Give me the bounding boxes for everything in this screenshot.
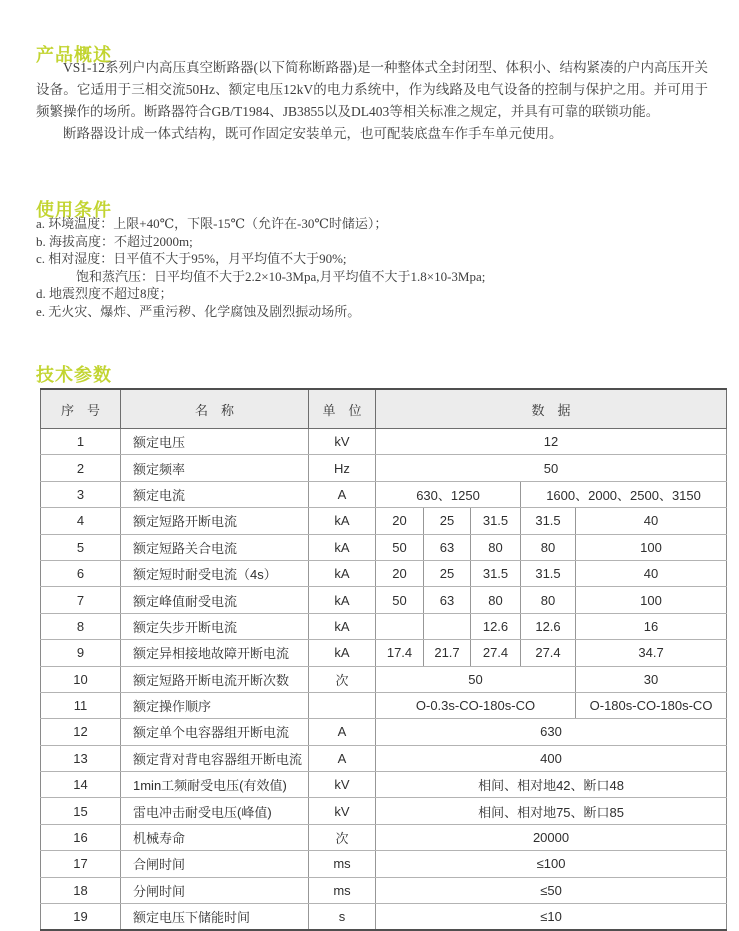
spec-no: 17	[41, 851, 121, 877]
spec-no: 16	[41, 824, 121, 850]
spec-value: 16	[576, 613, 727, 639]
table-row	[41, 692, 727, 718]
spec-value: 20	[376, 560, 424, 586]
spec-unit: 次	[309, 824, 376, 850]
spec-name: 额定电压下储能时间	[121, 904, 309, 931]
spec-value: 31.5	[521, 508, 576, 534]
spec-unit: ms	[309, 877, 376, 903]
spec-value: 80	[471, 587, 521, 613]
spec-value: 63	[424, 587, 471, 613]
spec-name: 额定电压	[121, 429, 309, 455]
spec-no: 6	[41, 560, 121, 586]
table-row	[41, 904, 727, 931]
spec-value: 30	[576, 666, 727, 692]
spec-no: 11	[41, 692, 121, 718]
spec-unit: kA	[309, 613, 376, 639]
spec-value: 80	[521, 587, 576, 613]
table-row	[41, 613, 727, 639]
table-row	[41, 798, 727, 824]
table-row	[41, 534, 727, 560]
spec-no: 13	[41, 745, 121, 771]
spec-unit: kA	[309, 534, 376, 560]
section-title-technical-parameters: 技术参数	[36, 364, 112, 385]
spec-value: O-180s-CO-180s-CO	[576, 692, 727, 718]
spec-value: 630	[376, 719, 727, 745]
spec-name: 额定短路关合电流	[121, 534, 309, 560]
header-unit: 单 位	[309, 389, 376, 429]
section-title-product-overview: 产品概述	[36, 44, 112, 65]
spec-unit: A	[309, 745, 376, 771]
spec-value: 100	[576, 587, 727, 613]
spec-no: 12	[41, 719, 121, 745]
table-row	[41, 455, 727, 481]
spec-no: 2	[41, 455, 121, 481]
spec-no: 9	[41, 640, 121, 666]
spec-value: 100	[576, 534, 727, 560]
spec-value: 50	[376, 587, 424, 613]
spec-value: 12	[376, 429, 727, 455]
spec-no: 10	[41, 666, 121, 692]
spec-name: 1min工频耐受电压(有效值)	[121, 772, 309, 798]
table-row	[41, 560, 727, 586]
spec-no: 7	[41, 587, 121, 613]
spec-unit: Hz	[309, 455, 376, 481]
spec-unit: ms	[309, 851, 376, 877]
spec-no: 19	[41, 904, 121, 931]
spec-value: 50	[376, 534, 424, 560]
spec-unit: kV	[309, 429, 376, 455]
table-row	[41, 745, 727, 771]
spec-name: 额定短路开断电流开断次数	[121, 666, 309, 692]
spec-value	[376, 613, 424, 639]
spec-value: 80	[521, 534, 576, 560]
spec-no: 3	[41, 481, 121, 507]
spec-unit: s	[309, 904, 376, 931]
product-overview-text	[36, 57, 708, 145]
spec-value: ≤50	[376, 877, 727, 903]
spec-name: 额定背对背电容器组开断电流	[121, 745, 309, 771]
spec-value: 相间、相对地42、断口48	[376, 772, 727, 798]
spec-unit: A	[309, 719, 376, 745]
spec-name: 合闸时间	[121, 851, 309, 877]
spec-unit: kA	[309, 587, 376, 613]
spec-value: 31.5	[471, 560, 521, 586]
condition-item-e: e. 无火灾、爆炸、严重污秽、化学腐蚀及剧烈振动场所。	[36, 303, 361, 319]
spec-value: 27.4	[521, 640, 576, 666]
spec-value: 12.6	[521, 613, 576, 639]
spec-value: 40	[576, 560, 727, 586]
table-row	[41, 481, 727, 507]
header-name: 名 称	[121, 389, 309, 429]
spec-value: 17.4	[376, 640, 424, 666]
table-row	[41, 508, 727, 534]
spec-value: 630、1250	[376, 481, 521, 507]
spec-name: 额定短时耐受电流（4s）	[121, 560, 309, 586]
spec-name: 额定频率	[121, 455, 309, 481]
spec-value: 1600、2000、2500、3150	[521, 481, 727, 507]
spec-name: 机械寿命	[121, 824, 309, 850]
spec-no: 5	[41, 534, 121, 560]
spec-value: 20	[376, 508, 424, 534]
spec-unit: kV	[309, 772, 376, 798]
spec-value: 12.6	[471, 613, 521, 639]
spec-name: 额定失步开断电流	[121, 613, 309, 639]
table-row	[41, 851, 727, 877]
spec-unit: kA	[309, 508, 376, 534]
spec-name: 雷电冲击耐受电压(峰值)	[121, 798, 309, 824]
spec-value: 25	[424, 560, 471, 586]
table-row	[41, 666, 727, 692]
table-row	[41, 640, 727, 666]
spec-name: 额定单个电容器组开断电流	[121, 719, 309, 745]
overview-paragraph-1: VS1-12系列户内高压真空断路器(以下简称断路器)是一种整体式全封闭型、体积小、结构紧凑的户内高压开关设备。它适用于三相交流50Hz、额定电压12kV的电力系统中，作为线路及电气设备的控制与保护之用。并可用于频繁操作的场所。断路器符合GB/T1984、JB3855以及DL403等相关标准之规定，并具有可靠的联锁功能。	[36, 60, 708, 119]
usage-conditions-list	[36, 215, 708, 321]
spec-unit: 次	[309, 666, 376, 692]
table-row	[41, 429, 727, 455]
spec-value: 63	[424, 534, 471, 560]
spec-name: 额定短路开断电流	[121, 508, 309, 534]
table-row	[41, 719, 727, 745]
spec-value: 40	[576, 508, 727, 534]
spec-value: ≤100	[376, 851, 727, 877]
overview-paragraph-2: 断路器设计成一体式结构，既可作固定安装单元，也可配装底盘车作手车单元使用。	[63, 126, 563, 141]
spec-value: 400	[376, 745, 727, 771]
spec-value: 50	[376, 455, 727, 481]
condition-item-c: c. 相对湿度：日平值不大于95%，月平均值不大于90%;	[36, 251, 347, 267]
spec-name: 额定电流	[121, 481, 309, 507]
condition-item-a: a. 环境温度：上限+40℃，下限-15℃（允许在-30℃时储运）；	[36, 216, 388, 231]
table-header-row	[41, 389, 727, 429]
spec-value: ≤10	[376, 904, 727, 931]
table-row	[41, 587, 727, 613]
spec-no: 8	[41, 613, 121, 639]
spec-value	[424, 613, 471, 639]
condition-item-c-continued: 饱和蒸汽压：日平均值不大于2.2×10-3Mpa,月平均值不大于1.8×10-3Mpa;	[76, 268, 486, 284]
header-data: 数 据	[376, 389, 727, 429]
technical-parameters-table	[40, 388, 727, 931]
spec-unit	[309, 692, 376, 718]
spec-unit: kA	[309, 640, 376, 666]
spec-name: 额定异相接地故障开断电流	[121, 640, 309, 666]
condition-item-b: b. 海拔高度：不超过2000m;	[36, 233, 193, 249]
spec-value: 相间、相对地75、断口85	[376, 798, 727, 824]
condition-item-d: d. 地震烈度不超过8度；	[36, 286, 173, 302]
spec-name: 额定峰值耐受电流	[121, 587, 309, 613]
spec-value: O-0.3s-CO-180s-CO	[376, 692, 576, 718]
spec-value: 25	[424, 508, 471, 534]
spec-no: 18	[41, 877, 121, 903]
spec-no: 1	[41, 429, 121, 455]
table-row	[41, 824, 727, 850]
spec-unit: kV	[309, 798, 376, 824]
table-row	[41, 877, 727, 903]
spec-value: 20000	[376, 824, 727, 850]
header-no: 序 号	[41, 389, 121, 429]
spec-value: 34.7	[576, 640, 727, 666]
spec-name: 额定操作顺序	[121, 692, 309, 718]
spec-name: 分闸时间	[121, 877, 309, 903]
spec-no: 15	[41, 798, 121, 824]
spec-value: 80	[471, 534, 521, 560]
spec-value: 50	[376, 666, 576, 692]
section-title-usage-conditions: 使用条件	[36, 199, 112, 220]
spec-value: 31.5	[471, 508, 521, 534]
spec-no: 14	[41, 772, 121, 798]
table-row	[41, 772, 727, 798]
spec-value: 31.5	[521, 560, 576, 586]
spec-unit: kA	[309, 560, 376, 586]
spec-value: 27.4	[471, 640, 521, 666]
spec-unit: A	[309, 481, 376, 507]
spec-no: 4	[41, 508, 121, 534]
spec-value: 21.7	[424, 640, 471, 666]
